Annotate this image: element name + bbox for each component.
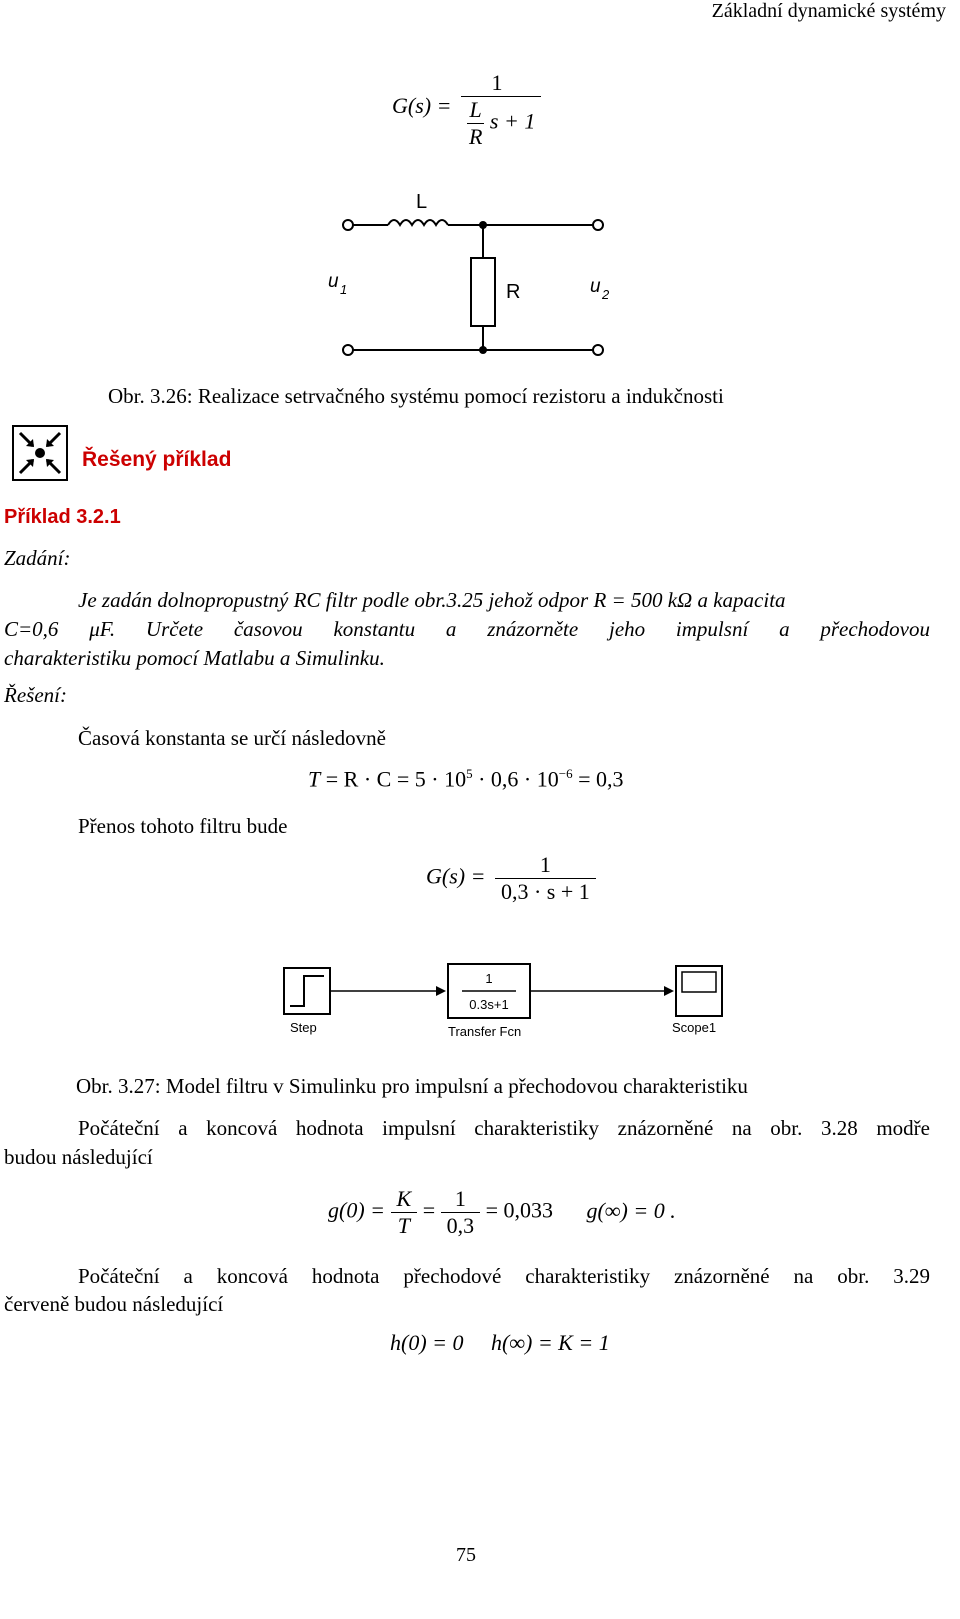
label-R: R: [506, 281, 521, 303]
eq-g-eq: =: [422, 1197, 436, 1223]
equation-transfer-rc: [426, 852, 596, 905]
equation-transfer-rl: [392, 70, 541, 150]
tf-label: Transfer Fcn: [448, 1024, 522, 1039]
equation-den-frac-den: R: [468, 124, 483, 149]
solution-label: Řešení:: [4, 683, 67, 707]
eq-g-f1-num: K: [396, 1186, 412, 1211]
assignment-line-2: C=0,6 μF. Určete časovou konstantu a znázorněte jeho impulsní a přechodovou: [4, 617, 930, 641]
label-u2: u: [590, 276, 601, 297]
eq-G-denominator: 0,3 · s + 1: [495, 878, 596, 905]
figure-caption-3-27: Obr. 3.27: Model filtru v Simulinku pro impulsní a přechodovou charakteristiku: [76, 1074, 748, 1098]
time-constant-text: Časová konstanta se určí následovně: [78, 726, 386, 750]
equation-step-values: [390, 1330, 610, 1356]
rl-circuit-diagram: [318, 180, 628, 375]
example-number: Příklad 3.2.1: [4, 506, 121, 528]
eq-g-inf: g(∞) = 0 .: [586, 1197, 676, 1223]
scope-label: Scope1: [672, 1020, 717, 1035]
equation-numerator: 1: [491, 70, 503, 95]
eq-T-part1: = R · C = 5 · 10: [325, 766, 467, 792]
label-L: L: [416, 191, 428, 213]
scope-block: [676, 966, 722, 1016]
solved-example-icon: [12, 425, 68, 481]
terminal-bottom-right: [593, 345, 603, 355]
eq-T-part2: · 0,6 · 10: [472, 766, 559, 792]
resistor-symbol: [471, 258, 495, 326]
equation-impulse-values: [328, 1186, 676, 1239]
eq-h-a: h(0) = 0: [390, 1330, 464, 1355]
equation-time-constant: [308, 766, 624, 792]
eq-G-lhs: G(s) =: [426, 863, 486, 889]
eq-g-f2-den: 0,3: [441, 1212, 481, 1239]
eq-T-lhs: T: [308, 766, 321, 792]
simulink-model: [262, 930, 746, 1058]
step-label: Step: [290, 1020, 317, 1035]
eq-g-f2-num: 1: [454, 1186, 466, 1211]
eq-G-numerator: 1: [539, 852, 551, 877]
eq-T-exp2: −6: [558, 766, 573, 781]
label-u1: u: [328, 271, 339, 292]
eq-T-rhs: = 0,3: [572, 766, 624, 792]
assignment-label: Zadání:: [4, 546, 71, 570]
assignment-line-3: charakteristiku pomocí Matlabu a Simulinku.: [4, 646, 385, 670]
tf-numerator: 1: [485, 971, 493, 986]
equation-den-frac-num: L: [469, 97, 482, 122]
impulse-paragraph-line-2: budou následující: [4, 1145, 153, 1169]
terminal-top-right: [593, 220, 603, 230]
label-u1-sub: 1: [340, 282, 348, 297]
equation-lhs: G(s) =: [392, 93, 452, 119]
page-header: Základní dynamické systémy: [711, 0, 946, 22]
eq-g-f1-den: T: [391, 1212, 418, 1239]
label-u2-sub: 2: [602, 287, 610, 302]
terminal-top-left: [343, 220, 353, 230]
eq-g-lhs: g(0) =: [328, 1197, 385, 1223]
transfer-text: Přenos tohoto filtru bude: [78, 814, 288, 838]
impulse-paragraph-line-1: Počáteční a koncová hodnota impulsní charakteristiky znázorněné na obr. 3.28 modře: [78, 1116, 930, 1140]
step-block: [284, 968, 330, 1014]
step-paragraph-line-1: Počáteční a koncová hodnota přechodové charakteristiky znázorněné na obr. 3.29: [78, 1264, 930, 1288]
step-paragraph-line-2: červeně budou následující: [4, 1292, 224, 1316]
equation-den-rest: s + 1: [489, 108, 536, 134]
terminal-bottom-left: [343, 345, 353, 355]
eq-T-exp1: 5: [466, 766, 473, 781]
tf-denominator: 0.3s+1: [469, 997, 509, 1012]
solved-example-title: Řešený příklad: [82, 448, 232, 471]
page-number: 75: [456, 1544, 476, 1566]
figure-caption-3-26: Obr. 3.26: Realizace setrvačného systému pomocí rezistoru a indukčnosti: [108, 384, 724, 408]
assignment-line-1: Je zadán dolnopropustný RC filtr podle obr.3.25 jehož odpor R = 500 kΩ a kapacita: [78, 588, 786, 612]
eq-g-rhs: = 0,033: [485, 1197, 554, 1223]
eq-h-b: h(∞) = K = 1: [491, 1330, 610, 1355]
